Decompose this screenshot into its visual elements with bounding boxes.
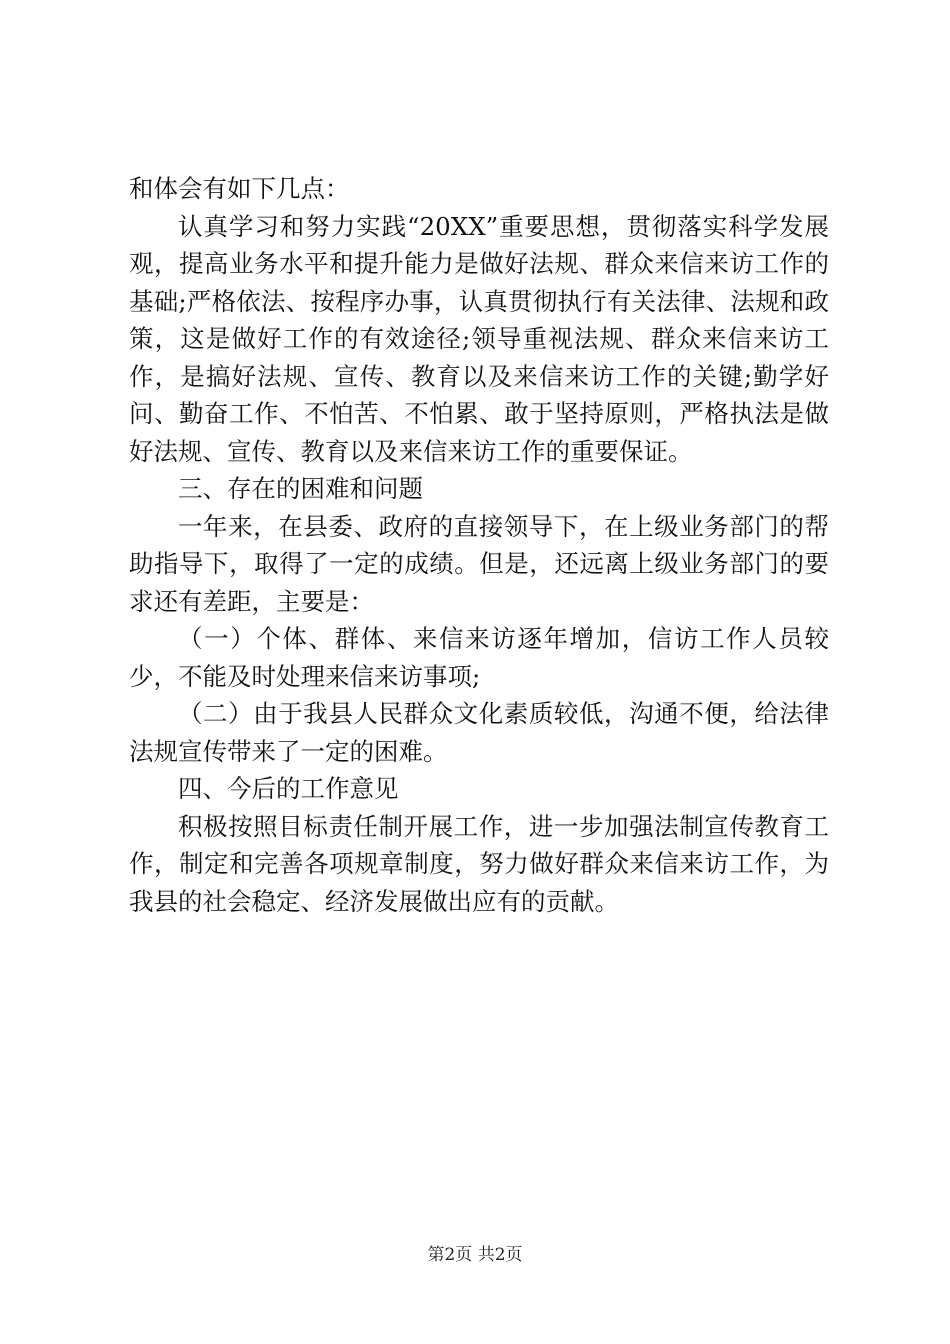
paragraph-future-work: 积极按照目标责任制开展工作，进一步加强法制宣传教育工作，制定和完善各项规章制度，努力做好群众来信来访工作，为我县的社会稳定、经济发展做出应有的贡献。	[129, 811, 829, 916]
page-footer	[0, 1243, 950, 1267]
paragraph-experience: 认真学习和努力实践“20XX”重要思想，贯彻落实科学发展观，提高业务水平和提升能力是做好法规、群众来信来访工作的基础;严格依法、按程序办事，认真贯彻执行有关法律、法规和政策，这是做好工作的有效途径;领导重视法规、群众来信来访工作，是搞好法规、宣传、教育以及来信来访工作的关键;勤学好问、勤奋工作、不怕苦、不怕累、敢于坚持原则，严格执法是做好法规、宣传、教育以及来信来访工作的重要保证。	[129, 211, 829, 466]
paragraph-problem-two: （二）由于我县人民群众文化素质较低，沟通不便，给法律法规宣传带来了一定的困难。	[129, 699, 829, 766]
paragraph-problems-summary: 一年来，在县委、政府的直接领导下，在上级业务部门的帮助指导下，取得了一定的成绩。但是，还远离上级业务部门的要求还有差距，主要是：	[129, 511, 829, 616]
paragraph-problem-one: （一）个体、群体、来信来访逐年增加，信访工作人员较少，不能及时处理来信来访事项;	[129, 624, 829, 691]
section-heading-problems: 三、存在的困难和问题	[178, 474, 423, 503]
page-number: 第2页 共2页	[427, 1245, 523, 1265]
document-body	[129, 170, 829, 920]
paragraph-intro: 和体会有如下几点：	[129, 174, 350, 203]
section-heading-future-work: 四、今后的工作意见	[178, 774, 399, 803]
